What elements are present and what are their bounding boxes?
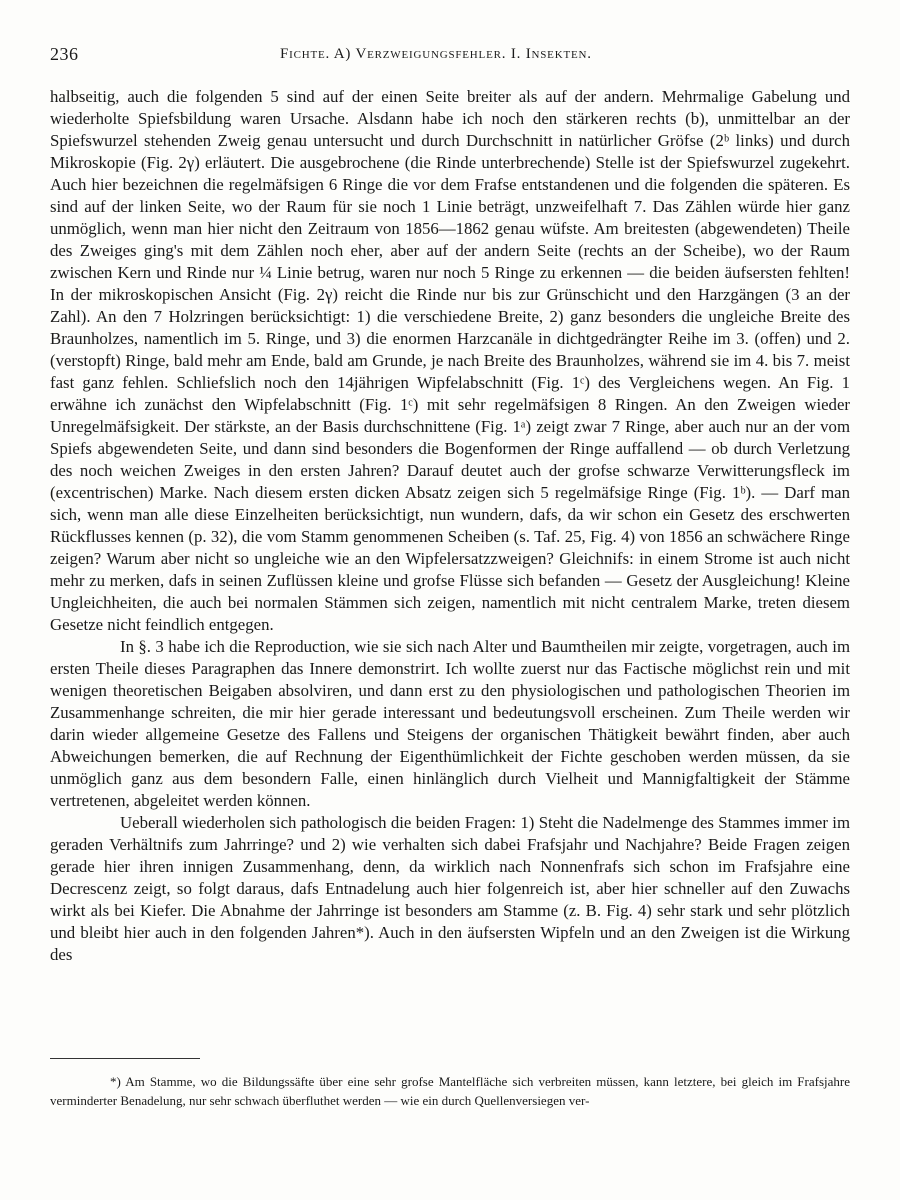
footnote-divider <box>50 1058 200 1059</box>
page-header <box>50 44 850 68</box>
running-title: Fichte. A) Verzweigungsfehler. I. Insekten. <box>280 46 592 62</box>
page-number: 236 <box>50 44 79 64</box>
paragraph-2: In §. 3 habe ich die Reproduction, wie sie sich nach Alter und Baumtheilen mir zeigte, vorgetragen, auch im ersten Theile dieses Paragraphen das Innere demonstrirt. Ich wollte zuerst nur das Factische möglichst rein und mit wenigen theoretischen Beigaben absolviren, und dann erst zu den physiologischen und pathologischen Theorien im Zusammenhange schreiten, die mir hier gerade interessant und bedeutungsvoll erscheinen. Zum Theile werden wir darin wieder allgemeine Gesetze des Fallens und Steigens der organischen Thätigkeit bewährt finden, aber auch Abweichungen bemerken, die auf Rechnung der Eigenthümlichkeit der Fichte geschoben werden müssen, da sie unmöglich ganz aus dem besondern Falle, einen hinlänglich durch Vielheit und Mannigfaltigkeit der Stämme vertretenen, abgeleitet werden können. <box>50 637 850 810</box>
footnote: *) Am Stamme, wo die Bildungssäfte über eine sehr grofse Mantelfläche sich verbreiten müssen, kann letztere, bei gleich im Frafsjahre verminderter Benadelung, nur sehr schwach überfluthet werden — wie ein durch Quellenversiegen ver- <box>50 1074 850 1108</box>
paragraph-1: halbseitig, auch die folgenden 5 sind auf der einen Seite breiter als auf der andern. Mehrmalige Gabelung und wiederholte Spiefsbildung waren Ursache. Alsdann habe ich noch den stärkeren rechts (b), unmittelbar an der Spiefswurzel stehenden Zweig genau untersucht und durch Durchschnitt in natürlicher Gröfse (2ᵇ links) und durch Mikroskopie (Fig. 2γ) erläutert. Die ausgebrochene (die Rinde unterbrechende) Stelle ist der Spiefswurzel zugekehrt. Auch hier bezeichnen die regelmäfsigen 6 Ringe die vor dem Frafse entstandenen und die folgenden die späteren. Es sind auf der linken Seite, wo der Raum für sie noch 1 Linie beträgt, unzweifelhaft 7. Das Zählen würde hier ganz unmöglich, wenn man hier nicht den Zeitraum von 1856—1862 genau wüfste. Am breitesten (abgewendeten) Theile des Zweiges ging's mit dem Zählen noch eher, aber auf der andern Seite (rechts an der Scheibe), wo der Raum zwischen Kern und Rinde nur ¼ Linie betrug, waren nur noch 5 Ringe zu erkennen — die beiden äufsersten fehlten! In der mikroskopischen Ansicht (Fig. 2γ) reicht die Rinde nur bis zur Grünschicht und den Harzgängen (3 an der Zahl). An den 7 Holzringen berücksichtigt: 1) die verschiedene Breite, 2) ganz besonders die ungleiche Breite des Braunholzes, namentlich im 5. Ringe, und 3) die enormen Harzcanäle in dichtgedrängter Reihe im 3. (offen) und 2. (verstopft) Ringe, bald mehr am Ende, bald am Grunde, je nach Breite des Braunholzes, während sie im 4. bis 7. meist fast ganz fehlen. Schliefslich noch den 14jährigen Wipfelabschnitt (Fig. 1ᶜ) des Vergleichens wegen. An Fig. 1 erwähne ich zunächst den Wipfelabschnitt (Fig. 1ᶜ) mit sehr regelmäfsigen 8 Ringen. An den Zweigen wieder Unregelmäfsigkeit. Der stärkste, an der Basis durchschnittene (Fig. 1ᵃ) zeigt zwar 7 Ringe, aber auch nur an der vom Spiefs abgewendeten Seite, und dann sind besonders die Bogenformen der Ringe auffallend — ob durch Verletzung des noch weichen Zweiges in den ersten Jahren? Darauf deutet auch der grofse schwarze Verwitterungsfleck im (excentrischen) Marke. Nach diesem ersten dicken Absatz zeigen sich 5 regelmäfsige Ringe (Fig. 1ᵇ). — Darf man sich, wenn man alle diese Einzelheiten berücksichtigt, nun wundern, dafs, da wir schon ein Gesetz des erschwerten Rückflusses kennen (p. 32), die vom Stamm genommenen Scheiben (s. Taf. 25, Fig. 4) von 1856 an schwächere Ringe zeigen? Warum aber nicht so ungleiche wie an den Wipfelersatzzweigen? Gleichnifs: in einem Strome ist auch nicht mehr zu merken, dafs in seinen Zuflüssen kleine und grofse Flüsse sich befanden — Gesetz der Ausgleichung! Kleine Ungleichheiten, die auch bei normalen Stämmen sich zeigen, namentlich mit nicht centralem Marke, treten diesem Gesetze nicht feindlich entgegen. <box>50 87 850 634</box>
body-text <box>50 86 850 966</box>
paragraph-3: Ueberall wiederholen sich pathologisch die beiden Fragen: 1) Steht die Nadelmenge des Stammes immer im geraden Verhältnifs zum Jahrringe? und 2) wie verhalten sich dabei Frafsjahr und Nachjahre? Beide Fragen zeigen gerade hier ihren innigen Zusammenhang, denn, da wirklich nach Nonnenfrafs sich schon im Frafsjahre eine Decrescenz zeigt, so folgt daraus, dafs Entnadelung auch hier folgenreich ist, aber hier schneller auf den Zuwachs wirkt als bei Kiefer. Die Abnahme der Jahrringe ist besonders am Stamme (z. B. Fig. 4) sehr stark und sehr plötzlich und bleibt hier auch in den folgenden Jahren*). Auch in den äufsersten Wipfeln und an den Zweigen ist die Wirkung des <box>50 813 850 964</box>
